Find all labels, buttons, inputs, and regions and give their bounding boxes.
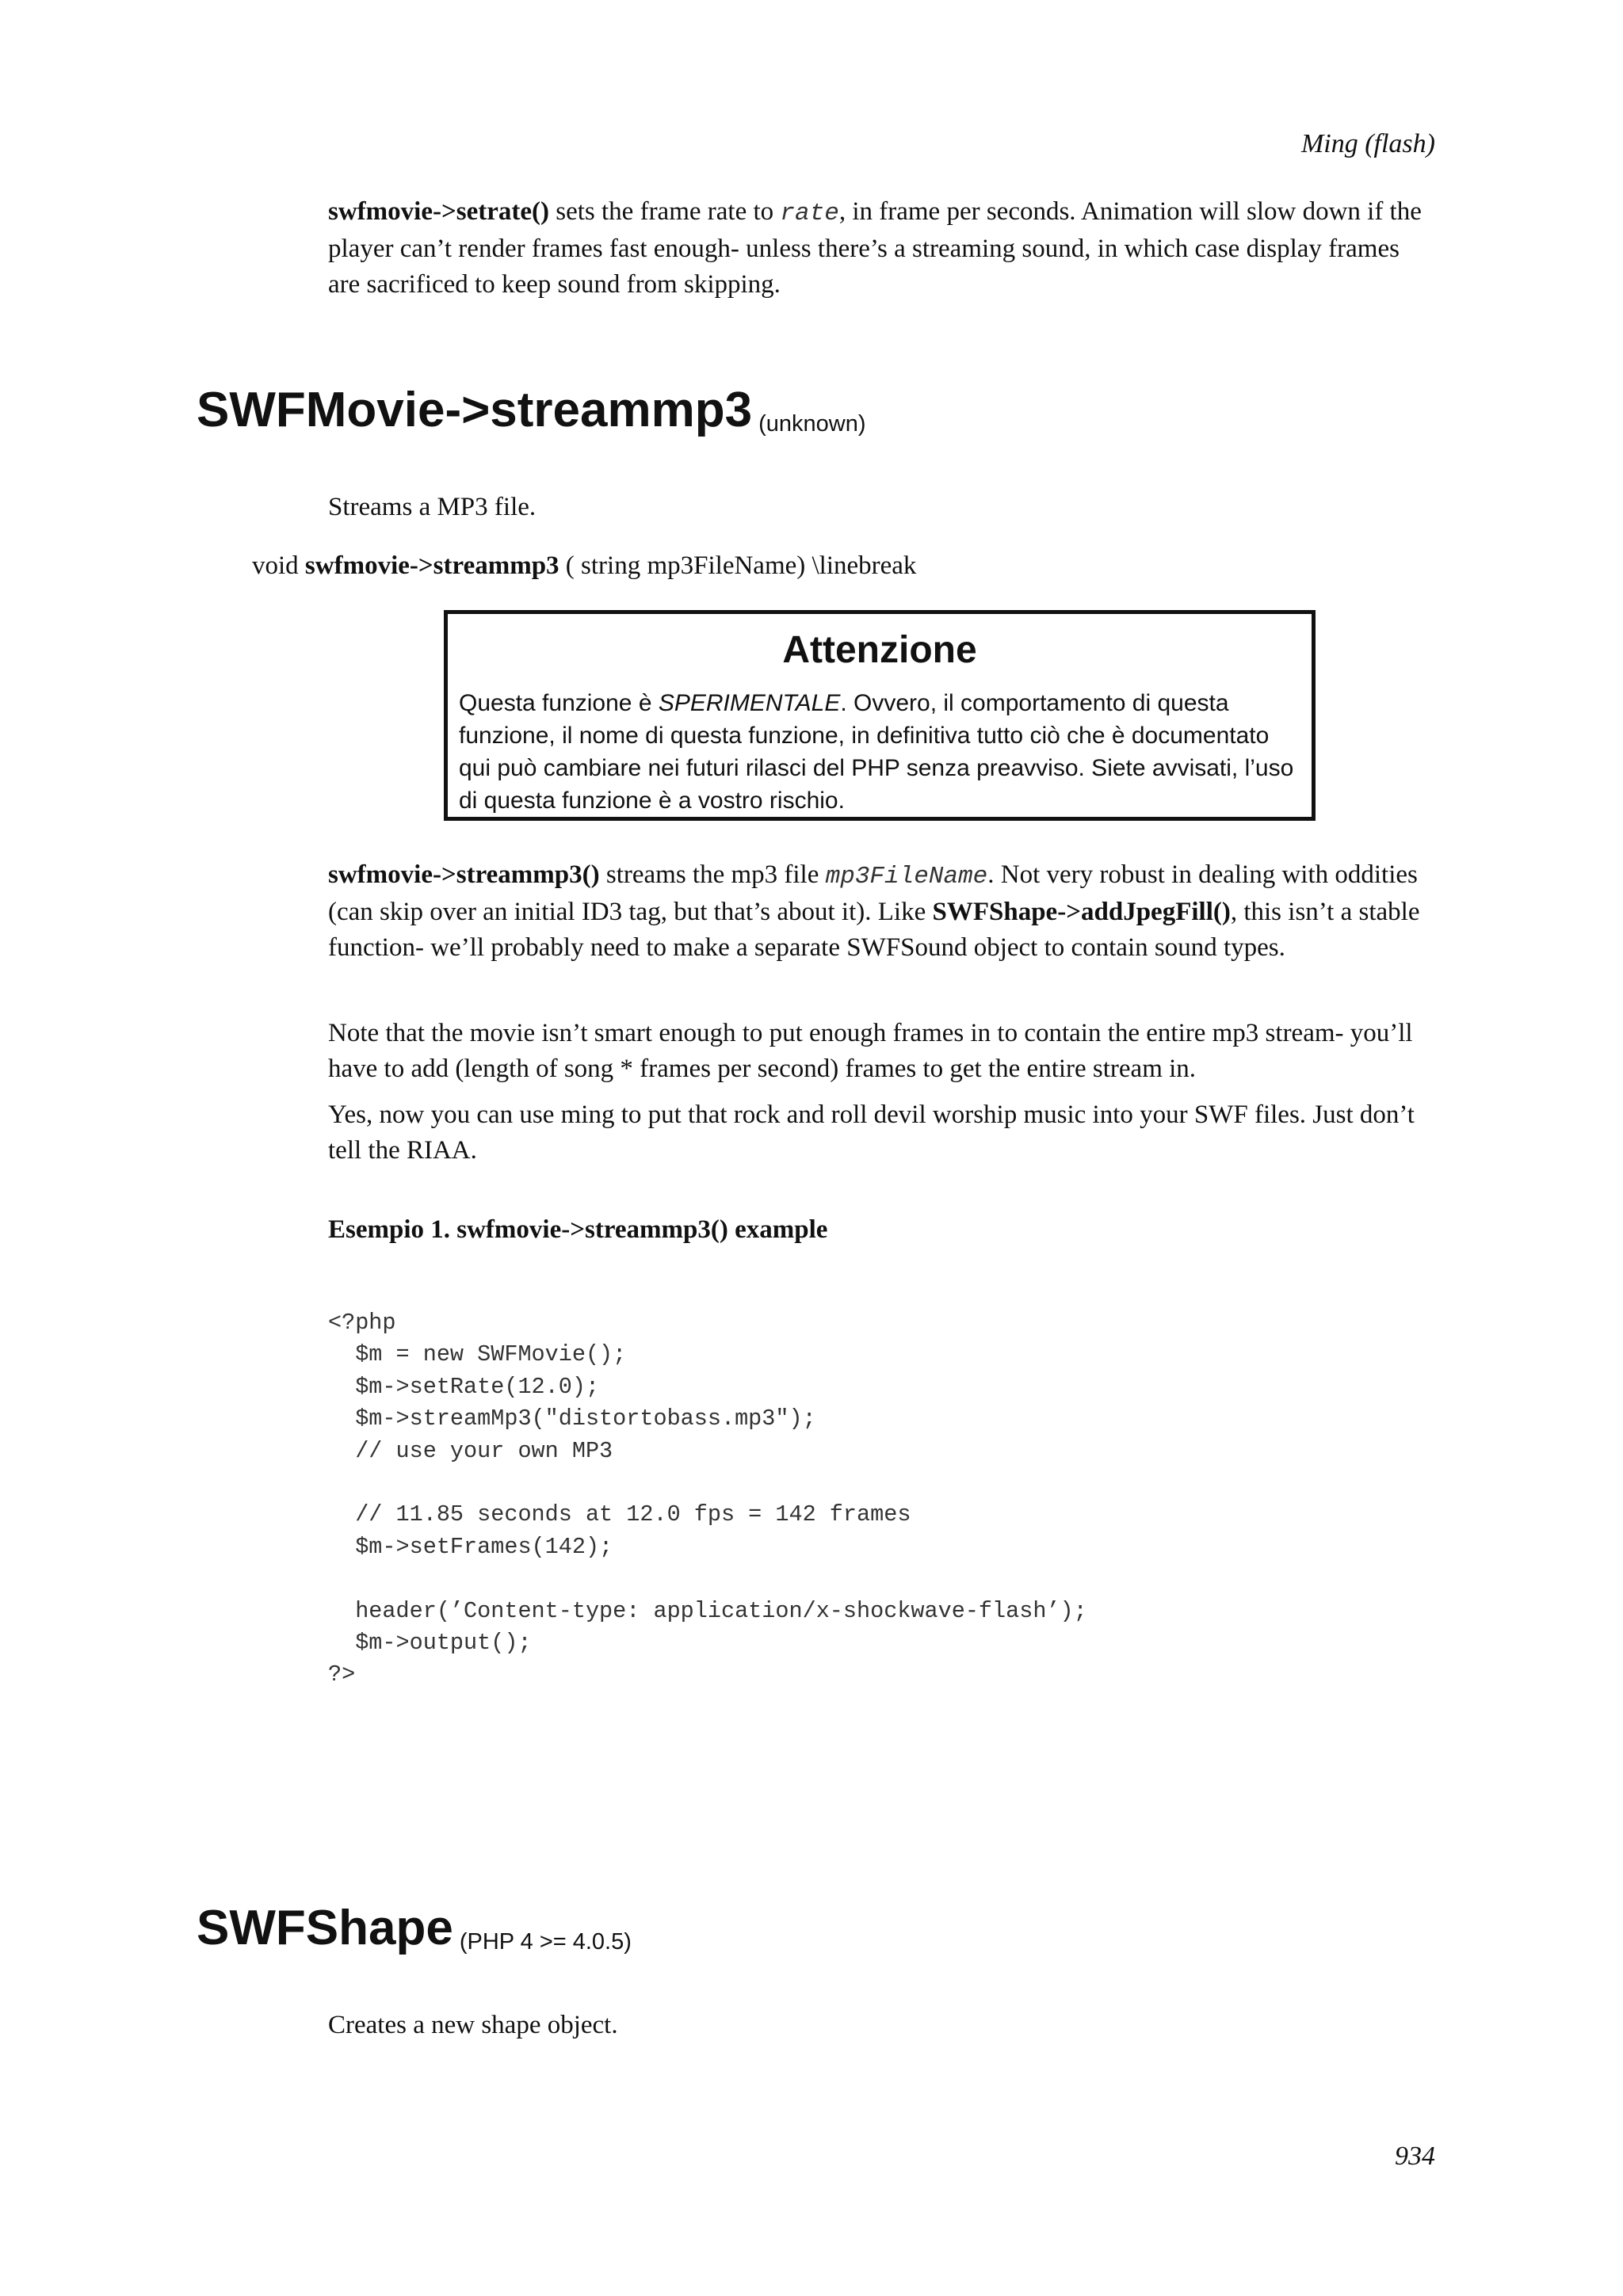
- function-summary: Creates a new shape object.: [328, 2011, 618, 2039]
- function-synopsis: void swfmovie->streammp3 ( string mp3FileName) \linebreak: [252, 551, 917, 580]
- page-number: 934: [1395, 2142, 1435, 2171]
- streammp3-riaa-note: Yes, now you can use ming to put that rock and roll devil worship music into your SWF files. Just don’t tell the RIAA.: [328, 1100, 1415, 1165]
- version-note: (unknown): [758, 411, 866, 437]
- function-summary: Streams a MP3 file.: [328, 493, 537, 521]
- section-heading-swfshape: SWFShape (PHP 4 >= 4.0.5): [197, 1901, 632, 1955]
- function-reference-link[interactable]: SWFShape->addJpegFill(): [932, 898, 1231, 926]
- parameter-name: rate: [780, 200, 839, 227]
- code-example: <?php $m = new SWFMovie(); $m->setRate(12.0); $m->streamMp3("distortobass.mp3"); // use your own MP3 // 11.85 seconds at 12.0 fps = 142 frames $m->setFrames(142); header(’Content-type: application/x-shockwave-flash’); $m->output(); ?>: [328, 1310, 1087, 1688]
- version-note: (PHP 4 >= 4.0.5): [459, 1929, 632, 1955]
- function-name: swfmovie->setrate(): [328, 197, 550, 226]
- streammp3-note: Note that the movie isn’t smart enough to put enough frames in to contain the entire mp3 stream- you’ll have to add (length of song * frames per second) frames to get the entire stream in.: [328, 1019, 1413, 1083]
- parameter-name: mp3FileName: [825, 863, 988, 891]
- warning-box: [444, 610, 1316, 821]
- example-title: Esempio 1. swfmovie->streammp3() example: [328, 1215, 828, 1244]
- running-header: Ming (flash): [1300, 129, 1435, 158]
- streammp3-description: swfmovie->streammp3() streams the mp3 file mp3FileName. Not very robust in dealing with oddities (can skip over an initial ID3 tag, but that’s about it). Like SWFShape->addJpegFill(), this isn’t a stable function- we’ll probably need to make a separate SWFSound object to contain sound types.: [328, 860, 1420, 962]
- setrate-description: swfmovie->setrate() sets the frame rate to rate, in frame per seconds. Animation will slow down if the player can’t render frames fast enough- unless there’s a streaming sound, in which case display frames are sacrificed to keep sound from skipping.: [328, 197, 1422, 299]
- section-heading-streammp3: SWFMovie->streammp3 (unknown): [197, 383, 866, 437]
- warning-title: Attenzione: [782, 629, 977, 671]
- warning-text: Questa funzione è SPERIMENTALE. Ovvero, il comportamento di questa funzione, il nome di questa funzione, in definitiva tutto ciò che è documentato qui può cambiare nei futuri rilasci del PHP senza preavviso. Siete avvisati, l’uso di questa funzione è a vostro rischio.: [459, 690, 1294, 814]
